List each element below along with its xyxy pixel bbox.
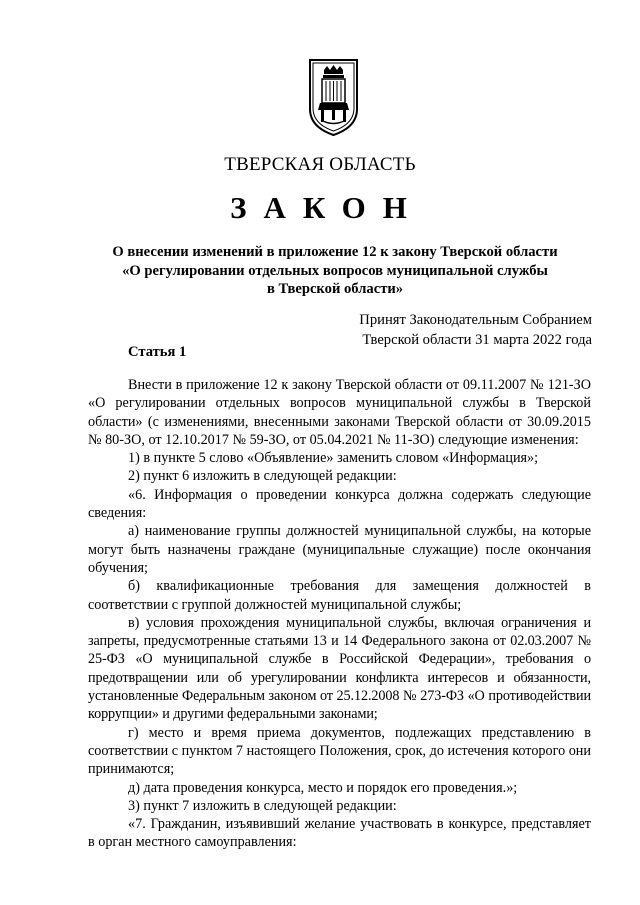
paragraph: б) квалификационные требования для замещения должностей в соответствии с группой должностей муниципальной службы; (88, 578, 591, 613)
document-type: ЗАКОН (230, 190, 424, 225)
paragraph: 3) пункт 7 изложить в следующей редакции: (128, 797, 397, 814)
adoption-line: Принят Законодательным Собранием (359, 312, 592, 328)
paragraph: в) условия прохождения муниципальной службы, включая ограничения и запреты, предусмотренные статьями 13 и 14 Федерального закона от 02.03.2007 № 25-ФЗ «О муниципальной службе в Российской Федерации», требования о предотвращении или об урегулировании конфликта интересов и обязанности, установленные Федеральным законом от 25.12.2008 № 273-ФЗ «О противодействии коррупции» и другими федеральными законами; (88, 614, 591, 723)
paragraph: Внести в приложение 12 к закону Тверской области от 09.11.2007 № 121-ЗО «О регулировании отдельных вопросов муниципальной службы в Тверской области» (с изменениями, внесенными законами Тверской области от 30.09.2015 № 80-ЗО, от 12.10.2017 № 59-ЗО, от 05.04.2021 № 11-ЗО) следующие изменения: (88, 377, 591, 448)
paragraph: а) наименование группы должностей муниципальной службы, на которые могут быть назначены граждане (муниципальные служащие) после окончания обучения; (88, 523, 591, 576)
law-title-line: в Тверской области» (266, 281, 404, 297)
article-heading: Статья 1 (128, 344, 187, 360)
paragraph: д) дата проведения конкурса, место и порядок его проведения.»; (128, 779, 518, 796)
paragraph: 2) пункт 6 изложить в следующей редакции: (128, 468, 397, 485)
coat-of-arms-icon (308, 57, 359, 137)
paragraph: г) место и время приема документов, подлежащих представлению в соответствии с пунктом 7 настоящего Положения, срок, до истечения которого они принимаются; (88, 724, 591, 778)
paragraph: «6. Информация о проведении конкурса должна содержать следующие сведения: (88, 486, 591, 522)
law-title-line: О внесении изменений в приложение 12 к закону Тверской области (112, 244, 558, 260)
paragraph: 1) в пункте 5 слово «Объявление» заменить словом «Информация»; (128, 450, 539, 467)
paragraph: «7. Гражданин, изъявивший желание участвовать в конкурсе, представляет в орган местного самоуправления: (88, 816, 591, 851)
adoption-line: Тверской области 31 марта 2022 года (362, 332, 592, 348)
law-title-line: «О регулировании отдельных вопросов муниципальной службы (122, 262, 548, 279)
adoption-note (359, 310, 592, 350)
region-name: ТВЕРСКАЯ ОБЛАСТЬ (224, 154, 416, 175)
law-title (80, 243, 590, 299)
article-body (88, 376, 591, 852)
